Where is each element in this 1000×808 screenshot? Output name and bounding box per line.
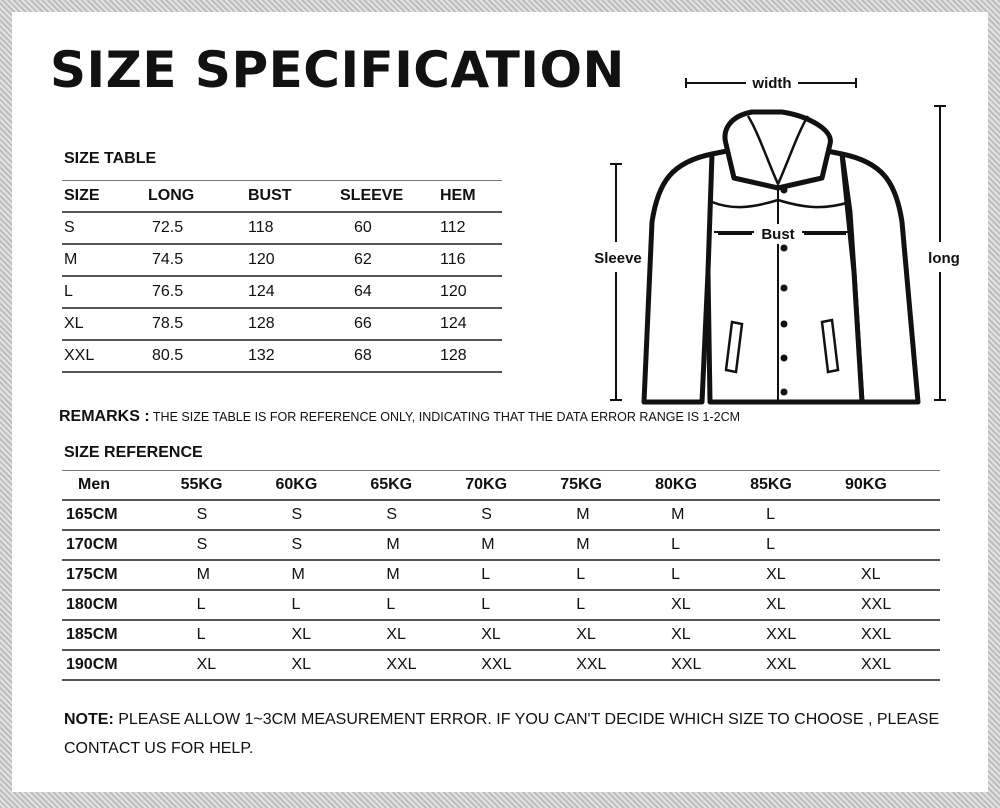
size-cell: S bbox=[275, 530, 370, 560]
size-cell: XL bbox=[845, 560, 940, 590]
content-panel bbox=[12, 12, 988, 792]
size-cell: XL bbox=[750, 560, 845, 590]
size-cell: M bbox=[370, 530, 465, 560]
page-title: SIZE SPECIFICATION bbox=[50, 41, 625, 99]
bust-cell: 120 bbox=[248, 244, 340, 276]
hem-header: HEM bbox=[440, 181, 502, 213]
size-reference-header-row bbox=[62, 471, 940, 501]
size-cell: XL bbox=[181, 650, 276, 680]
sleeve-cell: 66 bbox=[340, 308, 440, 340]
table-row bbox=[62, 560, 940, 590]
table-row bbox=[62, 500, 940, 530]
size-cell: S bbox=[181, 500, 276, 530]
size-table-label: SIZE TABLE bbox=[64, 150, 157, 167]
size-cell: XXL bbox=[845, 650, 940, 680]
size-cell: XL bbox=[275, 650, 370, 680]
size-cell: S bbox=[275, 500, 370, 530]
weight-header: 55KG bbox=[181, 471, 276, 501]
width-label: width bbox=[752, 75, 792, 92]
long-header: LONG bbox=[148, 181, 248, 213]
weight-header: 70KG bbox=[465, 471, 560, 501]
size-cell: M bbox=[62, 244, 148, 276]
size-cell: L bbox=[560, 560, 655, 590]
bust-header: BUST bbox=[248, 181, 340, 213]
size-cell: L bbox=[465, 590, 560, 620]
men-header: Men bbox=[62, 471, 181, 501]
bust-cell: 118 bbox=[248, 212, 340, 244]
size-cell: XXL bbox=[845, 590, 940, 620]
sleeve-label: Sleeve bbox=[594, 250, 642, 267]
note bbox=[64, 705, 944, 763]
size-cell: XXL bbox=[370, 650, 465, 680]
size-cell: S bbox=[181, 530, 276, 560]
weight-header: 65KG bbox=[370, 471, 465, 501]
size-cell: XXL bbox=[560, 650, 655, 680]
bust-cell: 132 bbox=[248, 340, 340, 372]
sleeve-header: SLEEVE bbox=[340, 181, 440, 213]
hem-cell: 128 bbox=[440, 340, 502, 372]
weight-header: 85KG bbox=[750, 471, 845, 501]
size-cell: XL bbox=[655, 590, 750, 620]
size-cell: XL bbox=[750, 590, 845, 620]
hem-cell: 124 bbox=[440, 308, 502, 340]
weight-header: 75KG bbox=[560, 471, 655, 501]
height-cell: 185CM bbox=[62, 620, 181, 650]
size-cell: XL bbox=[275, 620, 370, 650]
table-row bbox=[62, 276, 502, 308]
size-cell: XXL bbox=[465, 650, 560, 680]
weight-header: 80KG bbox=[655, 471, 750, 501]
size-cell: XXL bbox=[750, 620, 845, 650]
sleeve-cell: 64 bbox=[340, 276, 440, 308]
size-cell: M bbox=[465, 530, 560, 560]
size-cell: XXL bbox=[845, 620, 940, 650]
table-row bbox=[62, 308, 502, 340]
size-table bbox=[62, 180, 502, 373]
table-row bbox=[62, 530, 940, 560]
size-cell: L bbox=[181, 590, 276, 620]
long-cell: 78.5 bbox=[148, 308, 248, 340]
jacket-diagram bbox=[572, 72, 960, 412]
size-cell: L bbox=[655, 560, 750, 590]
size-cell bbox=[845, 500, 940, 530]
table-row bbox=[62, 650, 940, 680]
note-text: PLEASE ALLOW 1~3CM MEASUREMENT ERROR. IF YOU CAN'T DECIDE WHICH SIZE TO CHOOSE , PLEASE CONTACT US FOR HELP. bbox=[64, 711, 940, 757]
size-cell: XL bbox=[560, 620, 655, 650]
long-cell: 72.5 bbox=[148, 212, 248, 244]
remarks-label: REMARKS : bbox=[59, 408, 150, 425]
long-label: long bbox=[928, 250, 960, 267]
long-cell: 80.5 bbox=[148, 340, 248, 372]
size-cell: L bbox=[655, 530, 750, 560]
weight-header: 60KG bbox=[275, 471, 370, 501]
size-cell: XL bbox=[370, 620, 465, 650]
size-cell: M bbox=[181, 560, 276, 590]
size-cell: M bbox=[655, 500, 750, 530]
size-cell: L bbox=[370, 590, 465, 620]
height-cell: 170CM bbox=[62, 530, 181, 560]
size-cell: L bbox=[62, 276, 148, 308]
height-cell: 190CM bbox=[62, 650, 181, 680]
long-cell: 76.5 bbox=[148, 276, 248, 308]
size-cell bbox=[845, 530, 940, 560]
size-cell: M bbox=[275, 560, 370, 590]
sleeve-cell: 68 bbox=[340, 340, 440, 372]
height-cell: 165CM bbox=[62, 500, 181, 530]
size-cell: L bbox=[465, 560, 560, 590]
bust-cell: 124 bbox=[248, 276, 340, 308]
bust-cell: 128 bbox=[248, 308, 340, 340]
table-row bbox=[62, 340, 502, 372]
size-cell: M bbox=[560, 500, 655, 530]
size-cell: S bbox=[465, 500, 560, 530]
hem-cell: 120 bbox=[440, 276, 502, 308]
size-cell: XXL bbox=[62, 340, 148, 372]
size-cell: L bbox=[181, 620, 276, 650]
table-row bbox=[62, 590, 940, 620]
size-cell: L bbox=[750, 530, 845, 560]
table-row bbox=[62, 620, 940, 650]
remarks-text: THE SIZE TABLE IS FOR REFERENCE ONLY, INDICATING THAT THE DATA ERROR RANGE IS 1-2CM bbox=[152, 410, 741, 424]
size-cell: M bbox=[370, 560, 465, 590]
size-cell: L bbox=[750, 500, 845, 530]
sleeve-cell: 60 bbox=[340, 212, 440, 244]
table-row bbox=[62, 244, 502, 276]
sleeve-cell: 62 bbox=[340, 244, 440, 276]
weight-header: 90KG bbox=[845, 471, 940, 501]
size-cell: XXL bbox=[655, 650, 750, 680]
size-cell: L bbox=[275, 590, 370, 620]
size-cell: L bbox=[560, 590, 655, 620]
long-cell: 74.5 bbox=[148, 244, 248, 276]
height-cell: 175CM bbox=[62, 560, 181, 590]
table-row bbox=[62, 212, 502, 244]
height-cell: 180CM bbox=[62, 590, 181, 620]
size-cell: S bbox=[62, 212, 148, 244]
hem-cell: 116 bbox=[440, 244, 502, 276]
size-cell: XL bbox=[62, 308, 148, 340]
bust-label: Bust bbox=[761, 226, 795, 243]
size-cell: M bbox=[560, 530, 655, 560]
size-cell: XL bbox=[465, 620, 560, 650]
hem-cell: 112 bbox=[440, 212, 502, 244]
remarks bbox=[59, 408, 740, 426]
size-cell: XL bbox=[655, 620, 750, 650]
size-reference-table bbox=[62, 470, 940, 681]
size-header: SIZE bbox=[62, 181, 148, 213]
size-cell: XXL bbox=[750, 650, 845, 680]
size-reference-label: SIZE REFERENCE bbox=[64, 444, 203, 461]
note-label: NOTE: bbox=[64, 711, 114, 728]
size-cell: S bbox=[370, 500, 465, 530]
size-table-header-row bbox=[62, 181, 502, 213]
